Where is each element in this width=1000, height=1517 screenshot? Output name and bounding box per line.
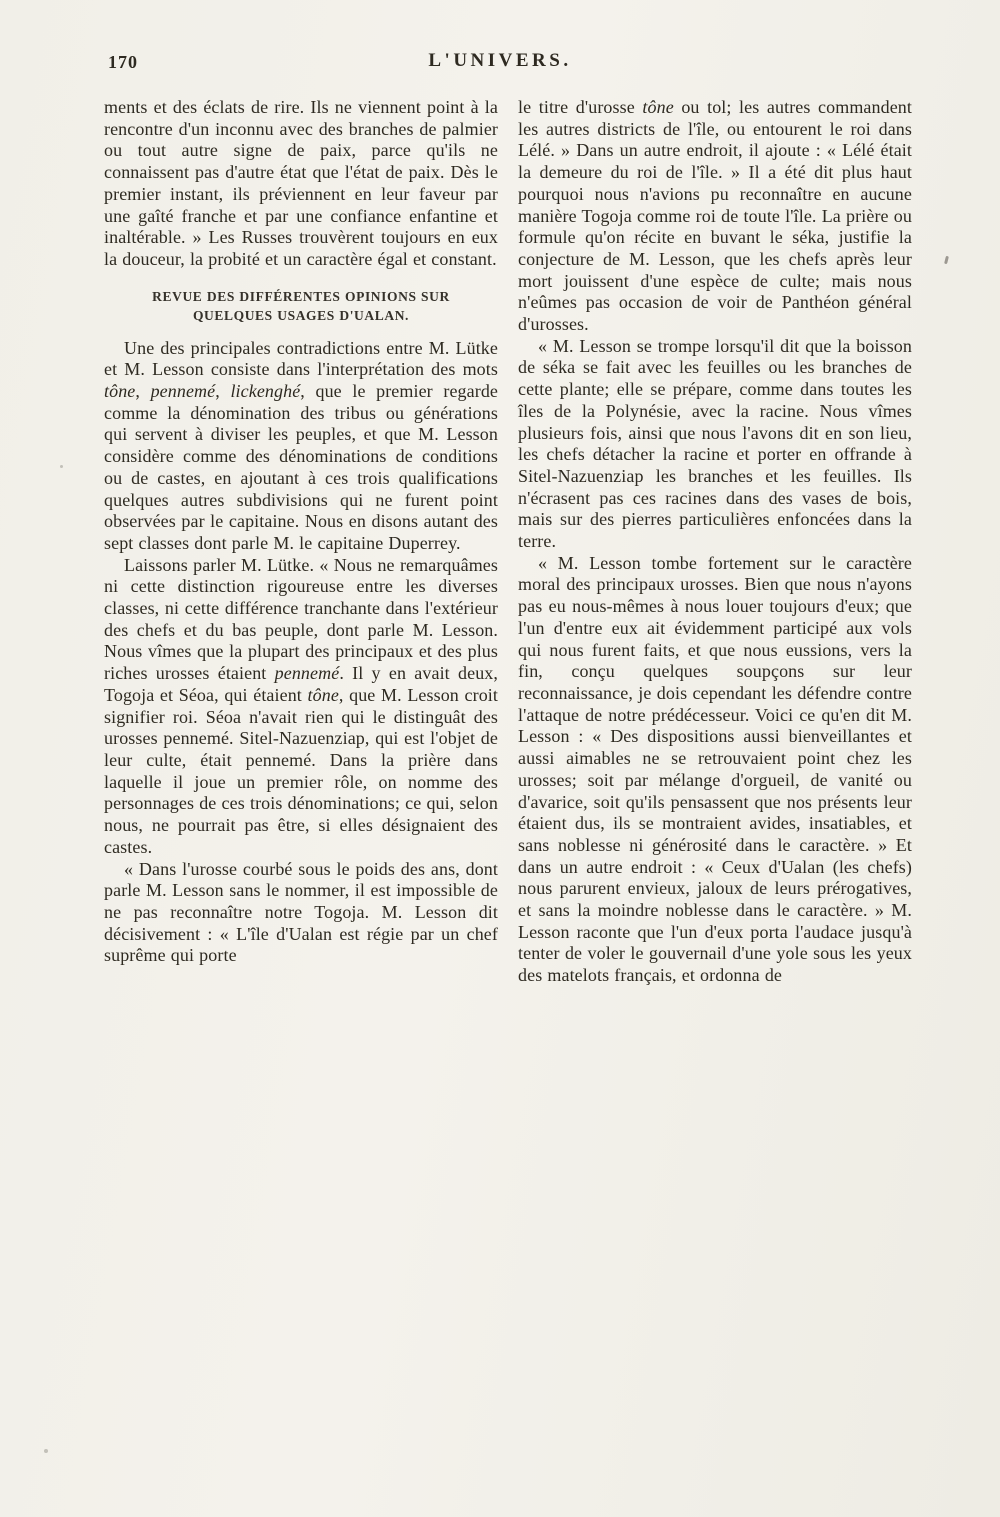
scan-speck <box>944 256 949 264</box>
section-heading-line: REVUE DES DIFFÉRENTES OPINIONS SUR <box>152 288 450 304</box>
text-column-left <box>104 97 498 967</box>
paragraph: le titre d'urosse tône ou tol; les autres commandent les autres districts de l'île, ou entourent le roi dans Lélé. » Dans un autre endroit, il ajoute : « Lélé était la demeure du roi de l'île. » Il a été dit plus haut pourquoi nous n'avions pu reconnaître en aucune manière Togoja comme roi de toute l'île. La prière ou formule qu'on récite en buvant le séka, justifie la conjecture de M. Lesson, que les chefs après leur mort jouissent d'une espèce de culte; mais nous n'eûmes pas occasion de voir de Panthéon général d'urosses. <box>518 97 913 335</box>
paragraph: ments et des éclats de rire. Ils ne viennent point à la rencontre d'un inconnu avec des branches de palmier ou tout autre signe de paix, parce qu'ils ne connaissent pas d'autre état que l'état de paix. Dès le premier instant, ils préviennent en leur faveur par une gaîté franche et par une confiance enfantine et inaltérable. » Les Russes trouvèrent toujours en eux la douceur, la probité et un caractère égal et constant. <box>104 97 498 269</box>
page-number: 170 <box>108 52 138 72</box>
paragraph: Laissons parler M. Lütke. « Nous ne remarquâmes ni cette distinction rigoureuse entre les diverses classes, ni cette différence tranchante dans l'extérieur des chefs et du bas peuple, dont parle M. Lesson. Nous vîmes que la plupart des principaux et des plus riches urosses étaient pennemé. Il y en avait deux, Togoja et Séoa, qui étaient tône, que M. Lesson croit signifier roi. Séoa n'avait rien qui le distinguât des urosses pennemé. Sitel-Nazuenziap, qui est l'objet de leur culte, était pennemé. Dans la prière dans laquelle il joue un premier rôle, on nomme des personnages de ces trois dénominations; ce qui, selon nous, ne pourrait pas être, si elles désignaient des castes. <box>104 554 499 857</box>
scan-speck <box>60 465 63 468</box>
section-heading-line: QUELQUES USAGES D'UALAN. <box>192 307 410 323</box>
paragraph: Une des principales contradictions entre M. Lütke et M. Lesson consiste dans l'interprétation des mots tône, pennemé, lickenghé, que le premier regarde comme la dénomination des tribus ou générations qui servent à diviser les peuples, et que M. Lesson considère comme des dénominations de conditions ou de castes, en ajoutant à ces trois qualifications quelques autres subdivisions qui ne furent point observées par le capitaine. Nous en disons autant des sept classes dont parle M. le capitaine Duperrey. <box>104 337 499 553</box>
paragraph: « Dans l'urosse courbé sous le poids des ans, dont parle M. Lesson sans le nommer, il est impossible de ne pas reconnaître notre Togoja. M. Lesson dit décisivement : « L'île d'Ualan est régie par un chef suprême qui porte <box>104 858 498 966</box>
journal-title: L'UNIVERS. <box>428 50 572 71</box>
paragraph: « M. Lesson tombe fortement sur le caractère moral des principaux urosses. Bien que nous n'ayons pas eu nous-mêmes à nous louer toujours d'eux; que l'un d'entre eux ait évidemment participé aux vols qui nous furent faits, et que nous eussions, vers la fin, conçu quelques soupçons sur leur reconnaissance, je dois cependant les défendre contre l'attaque de notre prédécesseur. Voici ce qu'en dit M. Lesson : « Des dispositions aussi bienveillantes et aussi aimables ne se retrouvaient point chez les urosses; soit par mélange d'orgueil, de vanité ou d'avarice, soit qu'ils pensassent que nos présents leur étaient dus, ils se montraient avides, insatiables, et sans noblesse ni générosité dans le caractère. » Et dans un autre endroit : « Ceux d'Ualan (les chefs) nous parurent envieux, jaloux de leurs prérogatives, et sans la moindre noblesse dans le caractère. » M. Lesson raconte que l'un d'eux porta l'audace jusqu'à tenter de voler le gouvernail d'une yole sous les yeux des matelots français, et ordonna de <box>518 552 912 986</box>
text-column-right <box>518 97 912 987</box>
section-heading <box>104 287 498 325</box>
scan-speck <box>44 1449 48 1453</box>
paragraph: « M. Lesson se trompe lorsqu'il dit que la boisson de séka se fait avec les feuilles ou les branches de cette plante; elle se prépare, comme dans toutes les îles de la Polynésie, avec la racine. Nous vîmes plusieurs fois, ainsi que nous l'avons dit en son lieu, les chefs détacher la racine et porter en offrande à Sitel-Nazuenziap les branches et les feuilles. Ils n'écrasent pas ces racines dans des vases de bois, mais sur des pierres particulières enfoncées dans la terre. <box>518 335 912 552</box>
